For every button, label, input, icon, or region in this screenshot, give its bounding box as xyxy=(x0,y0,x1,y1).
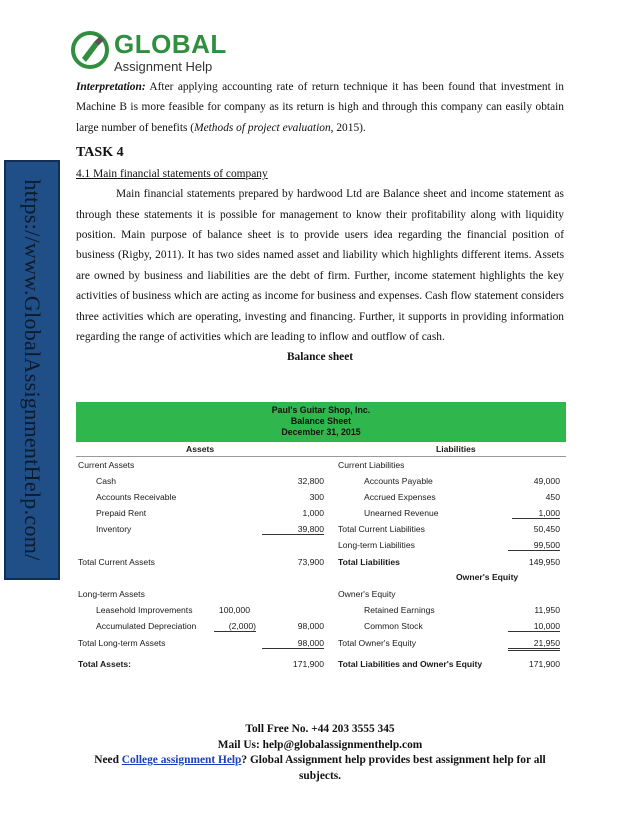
bs-lt-liab-value: 99,500 xyxy=(508,540,560,551)
bs-row xyxy=(76,588,566,602)
bs-total-current-assets-value: 73,900 xyxy=(297,557,324,567)
side-url-banner[interactable] xyxy=(4,160,60,580)
bs-accdep-net-value: 98,000 xyxy=(297,621,324,631)
bs-assets-heading: Assets xyxy=(186,444,215,454)
bs-current-assets-label: Current Assets xyxy=(78,460,135,470)
bs-total-assets-label: Total Assets: xyxy=(78,659,132,669)
bs-date: December 31, 2015 xyxy=(281,427,361,437)
interpretation-text-a: After applying accounting rate of return technique it has been found that investment in Machine B is more feasible for company as its return is high and through this company can easily obtain large number of benefits ( xyxy=(76,81,564,134)
bs-retained-value: 11,950 xyxy=(534,605,560,615)
bs-company-name: Paul's Guitar Shop, Inc. xyxy=(271,405,371,415)
bs-row xyxy=(76,620,566,634)
bs-row xyxy=(76,539,566,553)
bs-title: Balance Sheet xyxy=(290,416,352,426)
bs-row xyxy=(76,475,566,489)
balance-sheet-caption: Balance sheet xyxy=(286,351,354,364)
bs-row xyxy=(76,523,566,537)
bs-inventory-value: 39,800 xyxy=(262,524,324,535)
bs-inventory-label: Inventory xyxy=(96,524,132,534)
footer-email: Mail Us: help@globalassignmenthelp.com xyxy=(217,738,423,751)
section-heading: 4.1 Main financial statements of company xyxy=(76,168,268,181)
page-footer xyxy=(80,722,560,784)
bs-column-headings xyxy=(76,442,566,457)
bs-total-current-assets-label: Total Current Assets xyxy=(78,557,155,567)
bs-ar-label: Accounts Receivable xyxy=(96,492,177,502)
bs-prepaid-label: Prepaid Rent xyxy=(96,508,147,518)
bs-lt-liab-label: Long-term Liabilities xyxy=(338,540,415,550)
bs-ap-value: 49,000 xyxy=(533,476,560,486)
interpretation-paragraph xyxy=(76,77,564,138)
bs-leasehold-value: 100,000 xyxy=(218,605,250,615)
bs-total-oe-value: 21,950 xyxy=(508,638,560,651)
bs-total-liab-value: 149,950 xyxy=(528,557,560,567)
bs-total-lt-assets-value: 98,000 xyxy=(262,638,324,649)
bs-row xyxy=(76,556,566,570)
bs-ap-label: Accounts Payable xyxy=(364,476,433,486)
bs-unearned-value: 1,000 xyxy=(512,508,560,519)
pen-nib-badge-icon xyxy=(70,30,110,70)
footer-promo xyxy=(80,753,560,784)
side-url-text: https://www.GlobalAssignmentHelp.com/ xyxy=(20,179,45,561)
bs-equity-heading: Owner's Equity xyxy=(456,572,519,582)
footer-need: Need xyxy=(94,754,122,766)
bs-accrued-value: 450 xyxy=(545,492,560,502)
bs-row xyxy=(76,658,566,672)
bs-row xyxy=(76,459,566,473)
footer-phone: Toll Free No. +44 203 3555 345 xyxy=(245,723,395,735)
logo-title: GLOBAL xyxy=(114,29,227,59)
bs-row xyxy=(76,491,566,505)
bs-row xyxy=(76,637,566,651)
bs-lt-assets-label: Long-term Assets xyxy=(78,589,145,599)
bs-retained-label: Retained Earnings xyxy=(364,605,435,615)
bs-total-assets-value: 171,900 xyxy=(292,659,324,669)
bs-ar-value: 300 xyxy=(309,492,324,502)
interpretation-citation: Methods of project evaluation xyxy=(194,121,331,134)
balance-sheet-header xyxy=(76,402,566,442)
bs-prepaid-value: 1,000 xyxy=(302,508,324,518)
logo-subtitle: Assignment Help xyxy=(114,59,213,74)
bs-total-current-liab-label: Total Current Liabilities xyxy=(338,524,425,534)
bs-cash-label: Cash xyxy=(96,476,117,486)
college-help-link[interactable]: College assignment Help xyxy=(121,754,242,766)
body-paragraph: Main financial statements prepared by hardwood Ltd are Balance sheet and income statement as through these statements it is possible for management to know their profitability along with liquidity position. Main purpose of balance sheet is to provide users idea regarding the financial position of business (Rigby, 2011). It has two sides named asset and liability which highlights different items. Assets are owned by business and liabilities are the debt of firm. Further, income statement highlights the key activities of business which are acting as income for business and expenses. Cash flow statement considers three activities which are operating, investing and financing. Further, it supports in providing information regarding the range of activities which are leading to inflow and outflow of cash. xyxy=(76,188,564,344)
bs-unearned-label: Unearned Revenue xyxy=(364,508,439,518)
bs-row xyxy=(76,507,566,521)
main-content xyxy=(76,77,564,368)
bs-total-lt-assets-label: Total Long-term Assets xyxy=(78,638,166,648)
bs-row xyxy=(76,571,566,585)
bs-accrued-label: Accrued Expenses xyxy=(364,492,436,502)
bs-current-liabilities-label: Current Liabilities xyxy=(338,460,405,470)
interpretation-text-b: , 2015). xyxy=(330,121,366,134)
bs-body xyxy=(76,457,566,689)
bs-total-oe-label: Total Owner's Equity xyxy=(338,638,417,648)
bs-common-label: Common Stock xyxy=(364,621,423,631)
balance-sheet-table xyxy=(76,402,566,689)
bs-total-le-value: 171,900 xyxy=(528,659,560,669)
bs-row xyxy=(76,604,566,618)
bs-liabilities-heading: Liabilities xyxy=(436,444,476,454)
bs-owners-equity-label: Owner's Equity xyxy=(338,589,396,599)
bs-total-liab-label: Total Liabilities xyxy=(338,557,400,567)
bs-total-le-label: Total Liabilities and Owner's Equity xyxy=(338,659,483,669)
footer-promo-rest: ? Global Assignment help provides best assignment help for all subjects. xyxy=(241,754,546,782)
task-heading: TASK 4 xyxy=(76,145,124,161)
interpretation-label: Interpretation: xyxy=(76,81,146,93)
bs-cash-value: 32,800 xyxy=(297,476,324,486)
bs-accdep-label: Accumulated Depreciation xyxy=(96,621,197,631)
bs-common-value: 10,000 xyxy=(508,621,560,632)
bs-total-current-liab-value: 50,450 xyxy=(533,524,560,534)
company-logo xyxy=(70,26,230,78)
bs-leasehold-label: Leasehold Improvements xyxy=(96,605,193,615)
bs-accdep-value: (2,000) xyxy=(214,621,256,632)
